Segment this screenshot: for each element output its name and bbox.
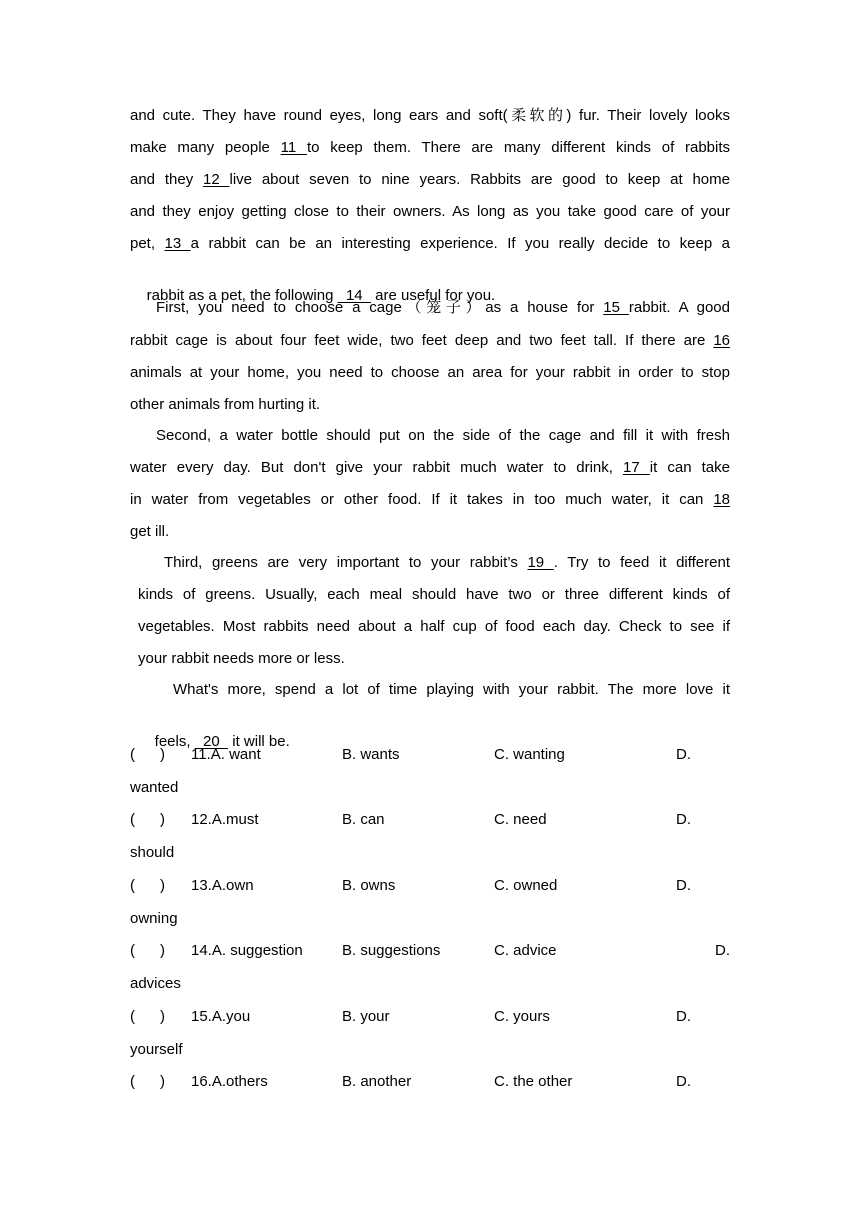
blank-11: 11 [280, 139, 307, 156]
option-d-word: advices [130, 975, 181, 992]
passage-line-1: and cute. They have round eyes, long ears and soft(柔软的) fur. Their lovely looks [130, 107, 730, 124]
option-a: 14.A. suggestion [191, 942, 303, 959]
blank-13: 13 [164, 235, 191, 252]
option-c: C. advice [494, 942, 557, 959]
option-a: 15.A.you [191, 1008, 251, 1025]
option-a: 12.A.must [191, 811, 259, 828]
blank-16: 16 [713, 332, 730, 349]
passage-line-15: Third, greens are very important to your rabbit’s 19 . Try to feed it different [164, 554, 730, 571]
option-d: D. [676, 811, 691, 828]
passage-line-8: rabbit cage is about four feet wide, two feet deep and two feet tall. If there are 16 [130, 332, 730, 349]
option-d-word: yourself [130, 1041, 183, 1058]
option-c: C. need [494, 811, 547, 828]
passage-line-3: and they 12 live about seven to nine years. Rabbits are good to keep at home [130, 171, 730, 188]
answer-bracket: ( ) [130, 1073, 165, 1090]
option-b: B. wants [342, 746, 400, 763]
option-a: 13.A.own [191, 877, 254, 894]
blank-20: 20 [194, 733, 229, 750]
option-d: D. [676, 746, 691, 763]
option-d: D. [715, 942, 730, 959]
passage-line-14: get ill. [130, 523, 170, 540]
option-b: B. another [342, 1073, 412, 1090]
passage-line-12: water every day. But don't give your rabbit much water to drink, 17 it can take [130, 459, 730, 476]
option-d: D. [676, 1008, 691, 1025]
option-d-word: owning [130, 910, 178, 927]
answer-bracket: ( ) [130, 746, 165, 763]
blank-12: 12 [203, 171, 230, 188]
answer-bracket: ( ) [130, 1008, 165, 1025]
passage-line-13: in water from vegetables or other food. If it takes in too much water, it can 18 [130, 491, 730, 508]
passage-line-7: First, you need to choose a cage（笼子）as a house for 15 rabbit. A good [156, 299, 730, 316]
option-c: C. owned [494, 877, 558, 894]
answer-bracket: ( ) [130, 811, 165, 828]
passage-line-16: kinds of greens. Usually, each meal should have two or three different kinds of [138, 586, 730, 603]
option-b: B. can [342, 811, 385, 828]
blank-19: 19 [527, 554, 554, 571]
passage-line-19: What's more, spend a lot of time playing with your rabbit. The more love it [173, 681, 730, 698]
option-d-word: wanted [130, 779, 179, 796]
option-a: 16.A.others [191, 1073, 268, 1090]
option-c: C. yours [494, 1008, 550, 1025]
option-c: C. wanting [494, 746, 565, 763]
passage-line-5: pet, 13 a rabbit can be an interesting experience. If you really decide to keep a [130, 235, 731, 252]
passage-line-11: Second, a water bottle should put on the side of the cage and fill it with fresh [156, 427, 730, 444]
passage-line-4: and they enjoy getting close to their owners. As long as you take good care of your [130, 203, 730, 220]
option-c: C. the other [494, 1073, 573, 1090]
blank-15: 15 [603, 299, 629, 316]
option-b: B. your [342, 1008, 390, 1025]
option-b: B. suggestions [342, 942, 441, 959]
passage-line-18: your rabbit needs more or less. [138, 650, 345, 667]
option-d-word: should [130, 844, 175, 861]
blank-14: 14 [337, 287, 371, 304]
passage-line-10: other animals from hurting it. [130, 396, 321, 413]
passage-line-9: animals at your home, you need to choose an area for your rabbit in order to stop [130, 364, 730, 381]
passage-line-20: feels, 20 it will be. [154, 733, 290, 750]
blank-17: 17 [623, 459, 650, 476]
blank-18: 18 [713, 491, 730, 508]
passage-line-2: make many people 11 to keep them. There are many different kinds of rabbits [130, 139, 731, 156]
passage-line-6: rabbit as a pet, the following 14 are useful for you. [146, 287, 496, 304]
option-b: B. owns [342, 877, 396, 894]
answer-bracket: ( ) [130, 942, 165, 959]
passage-line-17: vegetables. Most rabbits need about a half cup of food each day. Check to see if [138, 618, 730, 635]
option-a: 11.A. want [191, 746, 261, 763]
answer-bracket: ( ) [130, 877, 165, 894]
option-d: D. [676, 1073, 691, 1090]
option-d: D. [676, 877, 691, 894]
